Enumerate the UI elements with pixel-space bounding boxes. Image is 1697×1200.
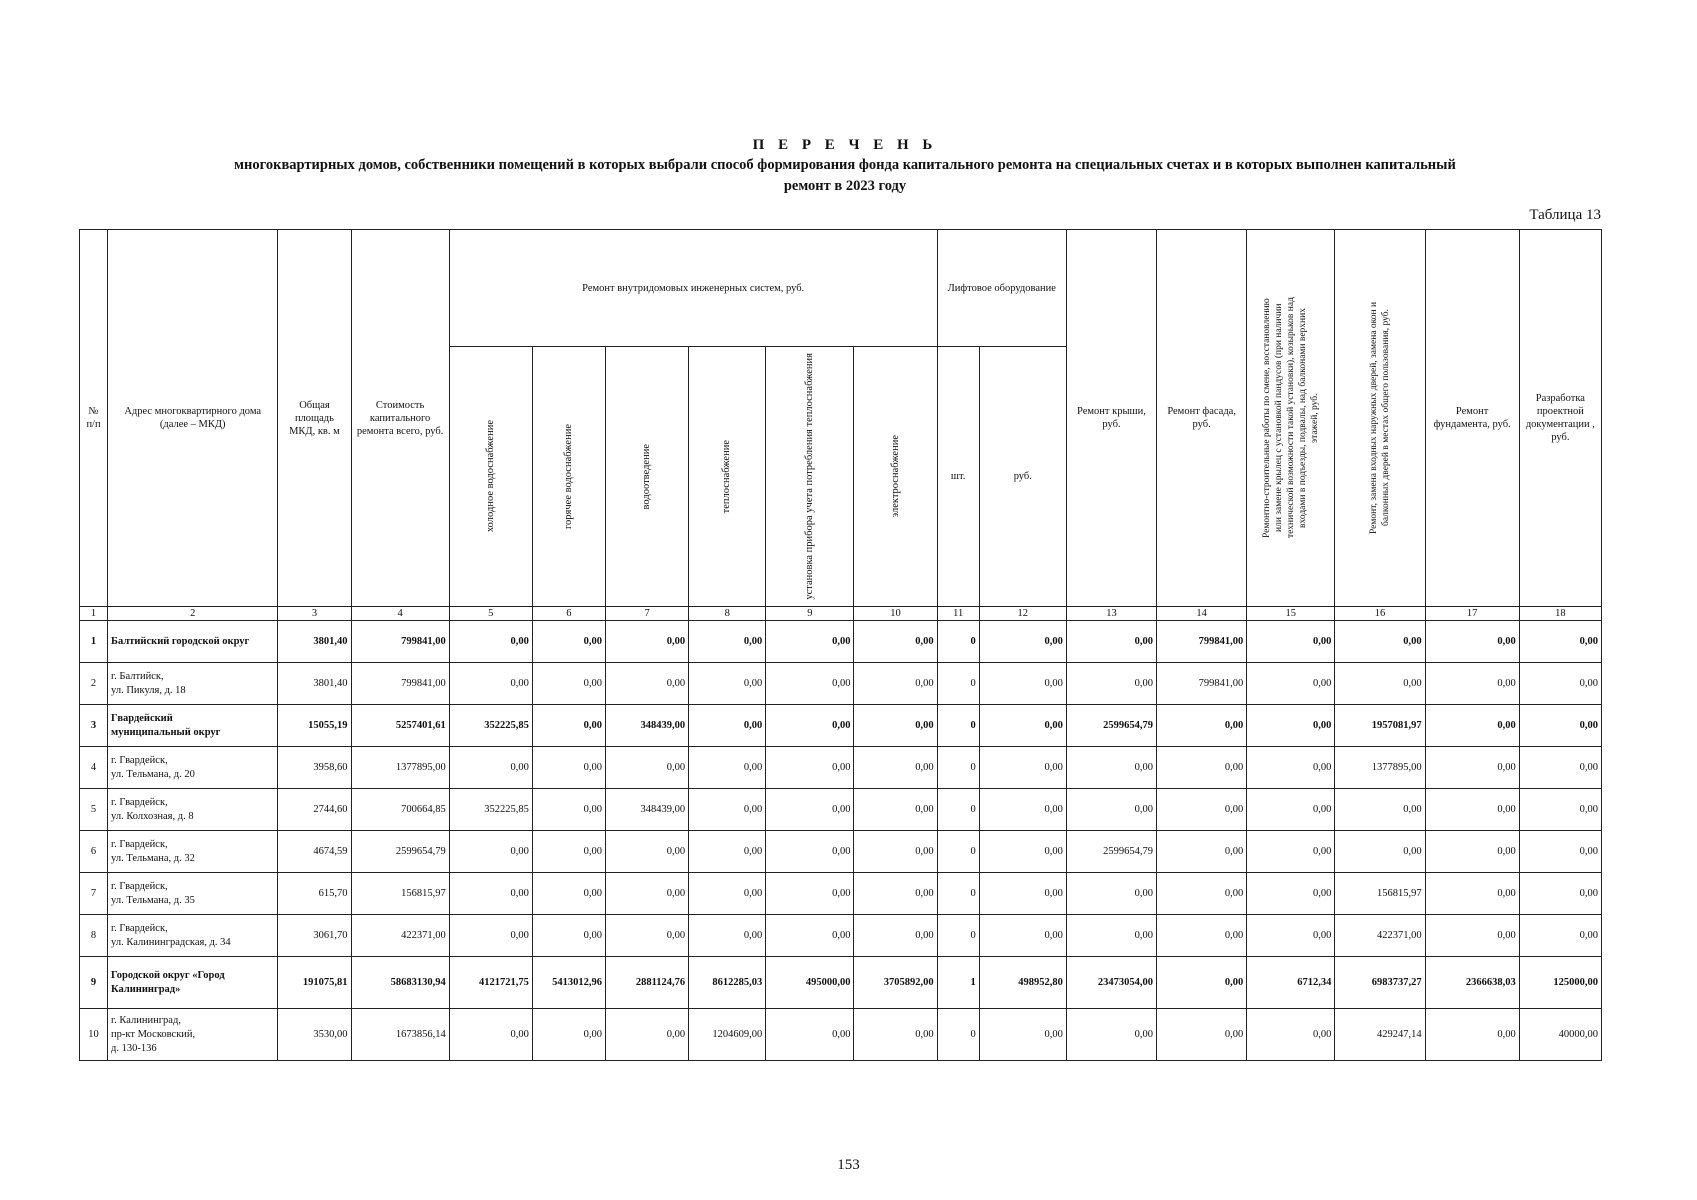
address-cell: г. Гвардейск, ул. Тельмана, д. 35	[108, 873, 278, 915]
elevator-units-cell: 0	[937, 873, 979, 915]
value-cell: 0,00	[1247, 831, 1335, 873]
header-electricity-text: электроснабжение	[889, 435, 901, 518]
header-construction	[1247, 230, 1335, 607]
value-cell: 15055,19	[278, 705, 351, 747]
value-cell: 40000,00	[1519, 1009, 1601, 1061]
value-cell: 3801,40	[278, 663, 351, 705]
value-cell: 0,00	[1247, 915, 1335, 957]
column-number: 10	[854, 607, 937, 621]
value-cell: 5413012,96	[532, 957, 605, 1009]
value-cell: 2599654,79	[1066, 705, 1156, 747]
value-cell: 0,00	[689, 663, 766, 705]
value-cell: 0,00	[1519, 663, 1601, 705]
value-cell: 0,00	[1519, 747, 1601, 789]
header-roof: Ремонт крыши, руб.	[1066, 230, 1156, 607]
value-cell: 4121721,75	[449, 957, 532, 1009]
value-cell: 0,00	[1247, 663, 1335, 705]
value-cell: 0,00	[1519, 705, 1601, 747]
column-number: 1	[80, 607, 108, 621]
value-cell: 0,00	[854, 747, 937, 789]
value-cell: 0,00	[532, 705, 605, 747]
value-cell: 2744,60	[278, 789, 351, 831]
value-cell: 3061,70	[278, 915, 351, 957]
table-row	[80, 957, 1602, 1009]
value-cell: 0,00	[1157, 957, 1247, 1009]
value-cell: 429247,14	[1335, 1009, 1425, 1061]
document-subtitle-line2: ремонт в 2023 году	[783, 178, 907, 194]
value-cell: 1957081,97	[1335, 705, 1425, 747]
value-cell: 156815,97	[1335, 873, 1425, 915]
value-cell: 3530,00	[278, 1009, 351, 1061]
address-cell: г. Калининград, пр-кт Московский, д. 130-136	[108, 1009, 278, 1061]
value-cell: 0,00	[1425, 789, 1519, 831]
value-cell: 0,00	[1425, 663, 1519, 705]
value-cell: 2599654,79	[351, 831, 449, 873]
value-cell: 0,00	[766, 705, 854, 747]
column-number: 16	[1335, 607, 1425, 621]
value-cell: 0,00	[979, 663, 1066, 705]
table-row	[80, 831, 1602, 873]
value-cell: 0,00	[1425, 915, 1519, 957]
value-cell: 495000,00	[766, 957, 854, 1009]
table-body	[80, 607, 1602, 1061]
value-cell: 799841,00	[351, 621, 449, 663]
value-cell: 3705892,00	[854, 957, 937, 1009]
table-row	[80, 1009, 1602, 1061]
table-row	[80, 915, 1602, 957]
value-cell: 2366638,03	[1425, 957, 1519, 1009]
header-doors-windows	[1335, 230, 1425, 607]
value-cell: 0,00	[1247, 747, 1335, 789]
value-cell: 0,00	[532, 915, 605, 957]
value-cell: 0,00	[606, 831, 689, 873]
document-title-block	[80, 136, 1610, 197]
value-cell: 0,00	[449, 873, 532, 915]
value-cell: 799841,00	[351, 663, 449, 705]
value-cell: 0,00	[854, 831, 937, 873]
address-cell: г. Гвардейск, ул. Колхозная, д. 8	[108, 789, 278, 831]
value-cell: 0,00	[1425, 1009, 1519, 1061]
value-cell: 0,00	[606, 747, 689, 789]
value-cell: 0,00	[854, 1009, 937, 1061]
header-heat-meter-text: установка прибора учета потребления теплоснабжения	[803, 353, 815, 600]
value-cell: 1204609,00	[689, 1009, 766, 1061]
value-cell: 0,00	[532, 621, 605, 663]
column-number: 9	[766, 607, 854, 621]
column-number: 11	[937, 607, 979, 621]
value-cell: 0,00	[766, 747, 854, 789]
value-cell: 0,00	[979, 705, 1066, 747]
value-cell: 0,00	[1157, 915, 1247, 957]
row-number-cell: 8	[80, 915, 108, 957]
value-cell: 0,00	[532, 873, 605, 915]
header-address: Адрес многоквартирного дома (далее – МКД)	[108, 230, 278, 607]
column-number: 14	[1157, 607, 1247, 621]
value-cell: 700664,85	[351, 789, 449, 831]
value-cell: 348439,00	[606, 789, 689, 831]
value-cell: 0,00	[1335, 789, 1425, 831]
value-cell: 422371,00	[351, 915, 449, 957]
value-cell: 0,00	[1066, 663, 1156, 705]
table-label: Таблица 13	[1529, 207, 1601, 223]
header-design-docs: Разработка проектной документации , руб.	[1519, 230, 1601, 607]
column-number: 4	[351, 607, 449, 621]
header-electricity	[854, 347, 937, 607]
address-cell: г. Гвардейск, ул. Калининградская, д. 34	[108, 915, 278, 957]
value-cell: 0,00	[1335, 663, 1425, 705]
repair-table	[79, 229, 1602, 1061]
value-cell: 0,00	[854, 873, 937, 915]
value-cell: 8612285,03	[689, 957, 766, 1009]
value-cell: 1377895,00	[351, 747, 449, 789]
value-cell: 0,00	[766, 621, 854, 663]
value-cell: 0,00	[766, 873, 854, 915]
column-number: 6	[532, 607, 605, 621]
row-number-cell: 7	[80, 873, 108, 915]
value-cell: 0,00	[1157, 831, 1247, 873]
table-row	[80, 621, 1602, 663]
value-cell: 0,00	[532, 663, 605, 705]
value-cell: 0,00	[979, 621, 1066, 663]
row-number-cell: 4	[80, 747, 108, 789]
value-cell: 0,00	[979, 747, 1066, 789]
table-row	[80, 873, 1602, 915]
page-number: 153	[837, 1157, 860, 1173]
row-number-cell: 6	[80, 831, 108, 873]
value-cell: 422371,00	[1335, 915, 1425, 957]
value-cell: 1673856,14	[351, 1009, 449, 1061]
value-cell: 0,00	[1335, 831, 1425, 873]
value-cell: 0,00	[854, 663, 937, 705]
header-doors-windows-text: Ремонт, замена входных наружных дверей, замена окон и балконных дверей в местах общего пользования, руб.	[1368, 301, 1391, 535]
elevator-units-cell: 0	[937, 747, 979, 789]
value-cell: 0,00	[766, 663, 854, 705]
header-construction-text: Ремонтно-строительные работы по смене, восстановлению или замене крылец с установкой пандусов (при наличии технической возможности такой установки), козырьков над входами в подъезды, подвалы, над балконами верхних этажей, руб.	[1261, 297, 1320, 539]
row-number-cell: 10	[80, 1009, 108, 1061]
value-cell: 0,00	[1157, 789, 1247, 831]
value-cell: 0,00	[449, 621, 532, 663]
column-number: 12	[979, 607, 1066, 621]
document-title: П Е Р Е Ч Е Н Ь	[752, 137, 938, 153]
header-elevator-group: Лифтовое оборудование	[937, 230, 1066, 347]
value-cell: 156815,97	[351, 873, 449, 915]
value-cell: 0,00	[1425, 621, 1519, 663]
row-number-cell: 2	[80, 663, 108, 705]
header-cold-water	[449, 347, 532, 607]
value-cell: 0,00	[1519, 621, 1601, 663]
value-cell: 191075,81	[278, 957, 351, 1009]
value-cell: 0,00	[854, 705, 937, 747]
column-number: 5	[449, 607, 532, 621]
header-hot-water-text: горячее водоснабжение	[562, 424, 574, 529]
value-cell: 0,00	[689, 873, 766, 915]
column-number: 8	[689, 607, 766, 621]
header-num: № п/п	[80, 230, 108, 607]
column-number: 2	[108, 607, 278, 621]
value-cell: 0,00	[1157, 873, 1247, 915]
value-cell: 0,00	[689, 621, 766, 663]
value-cell: 0,00	[606, 915, 689, 957]
header-heating-text: теплоснабжение	[721, 439, 733, 514]
header-area: Общая площадь МКД, кв. м	[278, 230, 351, 607]
row-number-cell: 1	[80, 621, 108, 663]
header-elevator-units: шт.	[937, 347, 979, 607]
value-cell: 0,00	[1247, 621, 1335, 663]
value-cell: 0,00	[606, 873, 689, 915]
value-cell: 0,00	[979, 915, 1066, 957]
header-engineering-group: Ремонт внутридомовых инженерных систем, руб.	[449, 230, 937, 347]
value-cell: 0,00	[606, 1009, 689, 1061]
elevator-units-cell: 0	[937, 789, 979, 831]
value-cell: 0,00	[1247, 789, 1335, 831]
value-cell: 0,00	[1425, 747, 1519, 789]
elevator-units-cell: 0	[937, 831, 979, 873]
value-cell: 498952,80	[979, 957, 1066, 1009]
value-cell: 0,00	[1519, 873, 1601, 915]
value-cell: 0,00	[1157, 1009, 1247, 1061]
header-drainage	[606, 347, 689, 607]
value-cell: 2881124,76	[606, 957, 689, 1009]
value-cell: 0,00	[1519, 831, 1601, 873]
value-cell: 0,00	[1066, 915, 1156, 957]
value-cell: 0,00	[979, 873, 1066, 915]
value-cell: 0,00	[532, 1009, 605, 1061]
value-cell: 0,00	[1247, 873, 1335, 915]
address-cell: г. Гвардейск, ул. Тельмана, д. 20	[108, 747, 278, 789]
value-cell: 0,00	[1066, 873, 1156, 915]
value-cell: 6983737,27	[1335, 957, 1425, 1009]
column-number: 17	[1425, 607, 1519, 621]
value-cell: 0,00	[1425, 873, 1519, 915]
value-cell: 3801,40	[278, 621, 351, 663]
value-cell: 0,00	[532, 747, 605, 789]
value-cell: 0,00	[449, 747, 532, 789]
elevator-units-cell: 0	[937, 915, 979, 957]
value-cell: 0,00	[606, 663, 689, 705]
column-number: 13	[1066, 607, 1156, 621]
value-cell: 0,00	[1066, 621, 1156, 663]
value-cell: 0,00	[1066, 1009, 1156, 1061]
value-cell: 0,00	[854, 789, 937, 831]
value-cell: 0,00	[449, 831, 532, 873]
value-cell: 0,00	[449, 915, 532, 957]
header-heat-meter	[766, 347, 854, 607]
row-number-cell: 5	[80, 789, 108, 831]
value-cell: 0,00	[766, 789, 854, 831]
value-cell: 0,00	[1157, 705, 1247, 747]
header-hot-water	[532, 347, 605, 607]
value-cell: 0,00	[1519, 789, 1601, 831]
value-cell: 0,00	[689, 915, 766, 957]
value-cell: 2599654,79	[1066, 831, 1156, 873]
value-cell: 0,00	[449, 1009, 532, 1061]
value-cell: 0,00	[689, 705, 766, 747]
value-cell: 0,00	[449, 663, 532, 705]
column-number: 15	[1247, 607, 1335, 621]
table-row	[80, 705, 1602, 747]
column-number: 3	[278, 607, 351, 621]
value-cell: 0,00	[532, 831, 605, 873]
value-cell: 348439,00	[606, 705, 689, 747]
elevator-units-cell: 0	[937, 705, 979, 747]
address-cell: г. Балтийск, ул. Пикуля, д. 18	[108, 663, 278, 705]
value-cell: 0,00	[1425, 831, 1519, 873]
table-row	[80, 789, 1602, 831]
document-subtitle-line1: многоквартирных домов, собственники помещений в которых выбрали способ формирования фонда капитального ремонта на специальных счетах и в которых выполнен капитальный	[234, 157, 1456, 173]
value-cell: 0,00	[979, 831, 1066, 873]
value-cell: 3958,60	[278, 747, 351, 789]
value-cell: 352225,85	[449, 705, 532, 747]
value-cell: 0,00	[689, 789, 766, 831]
value-cell: 799841,00	[1157, 663, 1247, 705]
value-cell: 352225,85	[449, 789, 532, 831]
header-facade: Ремонт фасада, руб.	[1157, 230, 1247, 607]
value-cell: 0,00	[854, 915, 937, 957]
elevator-units-cell: 1	[937, 957, 979, 1009]
value-cell: 1377895,00	[1335, 747, 1425, 789]
value-cell: 0,00	[1157, 747, 1247, 789]
column-number-row	[80, 607, 1602, 621]
value-cell: 0,00	[532, 789, 605, 831]
column-number: 7	[606, 607, 689, 621]
header-foundation: Ремонт фундамента, руб.	[1425, 230, 1519, 607]
value-cell: 5257401,61	[351, 705, 449, 747]
value-cell: 23473054,00	[1066, 957, 1156, 1009]
header-cold-water-text: холодное водоснабжение	[484, 420, 496, 533]
value-cell: 58683130,94	[351, 957, 449, 1009]
value-cell: 615,70	[278, 873, 351, 915]
value-cell: 0,00	[1066, 747, 1156, 789]
header-heating	[689, 347, 766, 607]
table-row	[80, 747, 1602, 789]
header-total-cost: Стоимость капитального ремонта всего, руб.	[351, 230, 449, 607]
value-cell: 125000,00	[1519, 957, 1601, 1009]
column-number: 18	[1519, 607, 1601, 621]
value-cell: 0,00	[606, 621, 689, 663]
value-cell: 4674,59	[278, 831, 351, 873]
value-cell: 0,00	[1519, 915, 1601, 957]
value-cell: 0,00	[854, 621, 937, 663]
value-cell: 0,00	[766, 1009, 854, 1061]
value-cell: 0,00	[979, 789, 1066, 831]
value-cell: 0,00	[689, 747, 766, 789]
address-cell: Балтийский городской округ	[108, 621, 278, 663]
header-elevator-rub: руб.	[979, 347, 1066, 607]
elevator-units-cell: 0	[937, 1009, 979, 1061]
address-cell: г. Гвардейск, ул. Тельмана, д. 32	[108, 831, 278, 873]
elevator-units-cell: 0	[937, 621, 979, 663]
value-cell: 0,00	[766, 915, 854, 957]
table-row	[80, 663, 1602, 705]
row-number-cell: 3	[80, 705, 108, 747]
value-cell: 0,00	[766, 831, 854, 873]
header-drainage-text: водоотведение	[641, 443, 653, 510]
row-number-cell: 9	[80, 957, 108, 1009]
elevator-units-cell: 0	[937, 663, 979, 705]
address-cell: Городской округ «Город Калининград»	[108, 957, 278, 1009]
value-cell: 0,00	[1247, 1009, 1335, 1061]
value-cell: 799841,00	[1157, 621, 1247, 663]
value-cell: 6712,34	[1247, 957, 1335, 1009]
value-cell: 0,00	[1247, 705, 1335, 747]
value-cell: 0,00	[1425, 705, 1519, 747]
value-cell: 0,00	[979, 1009, 1066, 1061]
value-cell: 0,00	[1335, 621, 1425, 663]
address-cell: Гвардейский муниципальный округ	[108, 705, 278, 747]
value-cell: 0,00	[689, 831, 766, 873]
value-cell: 0,00	[1066, 789, 1156, 831]
